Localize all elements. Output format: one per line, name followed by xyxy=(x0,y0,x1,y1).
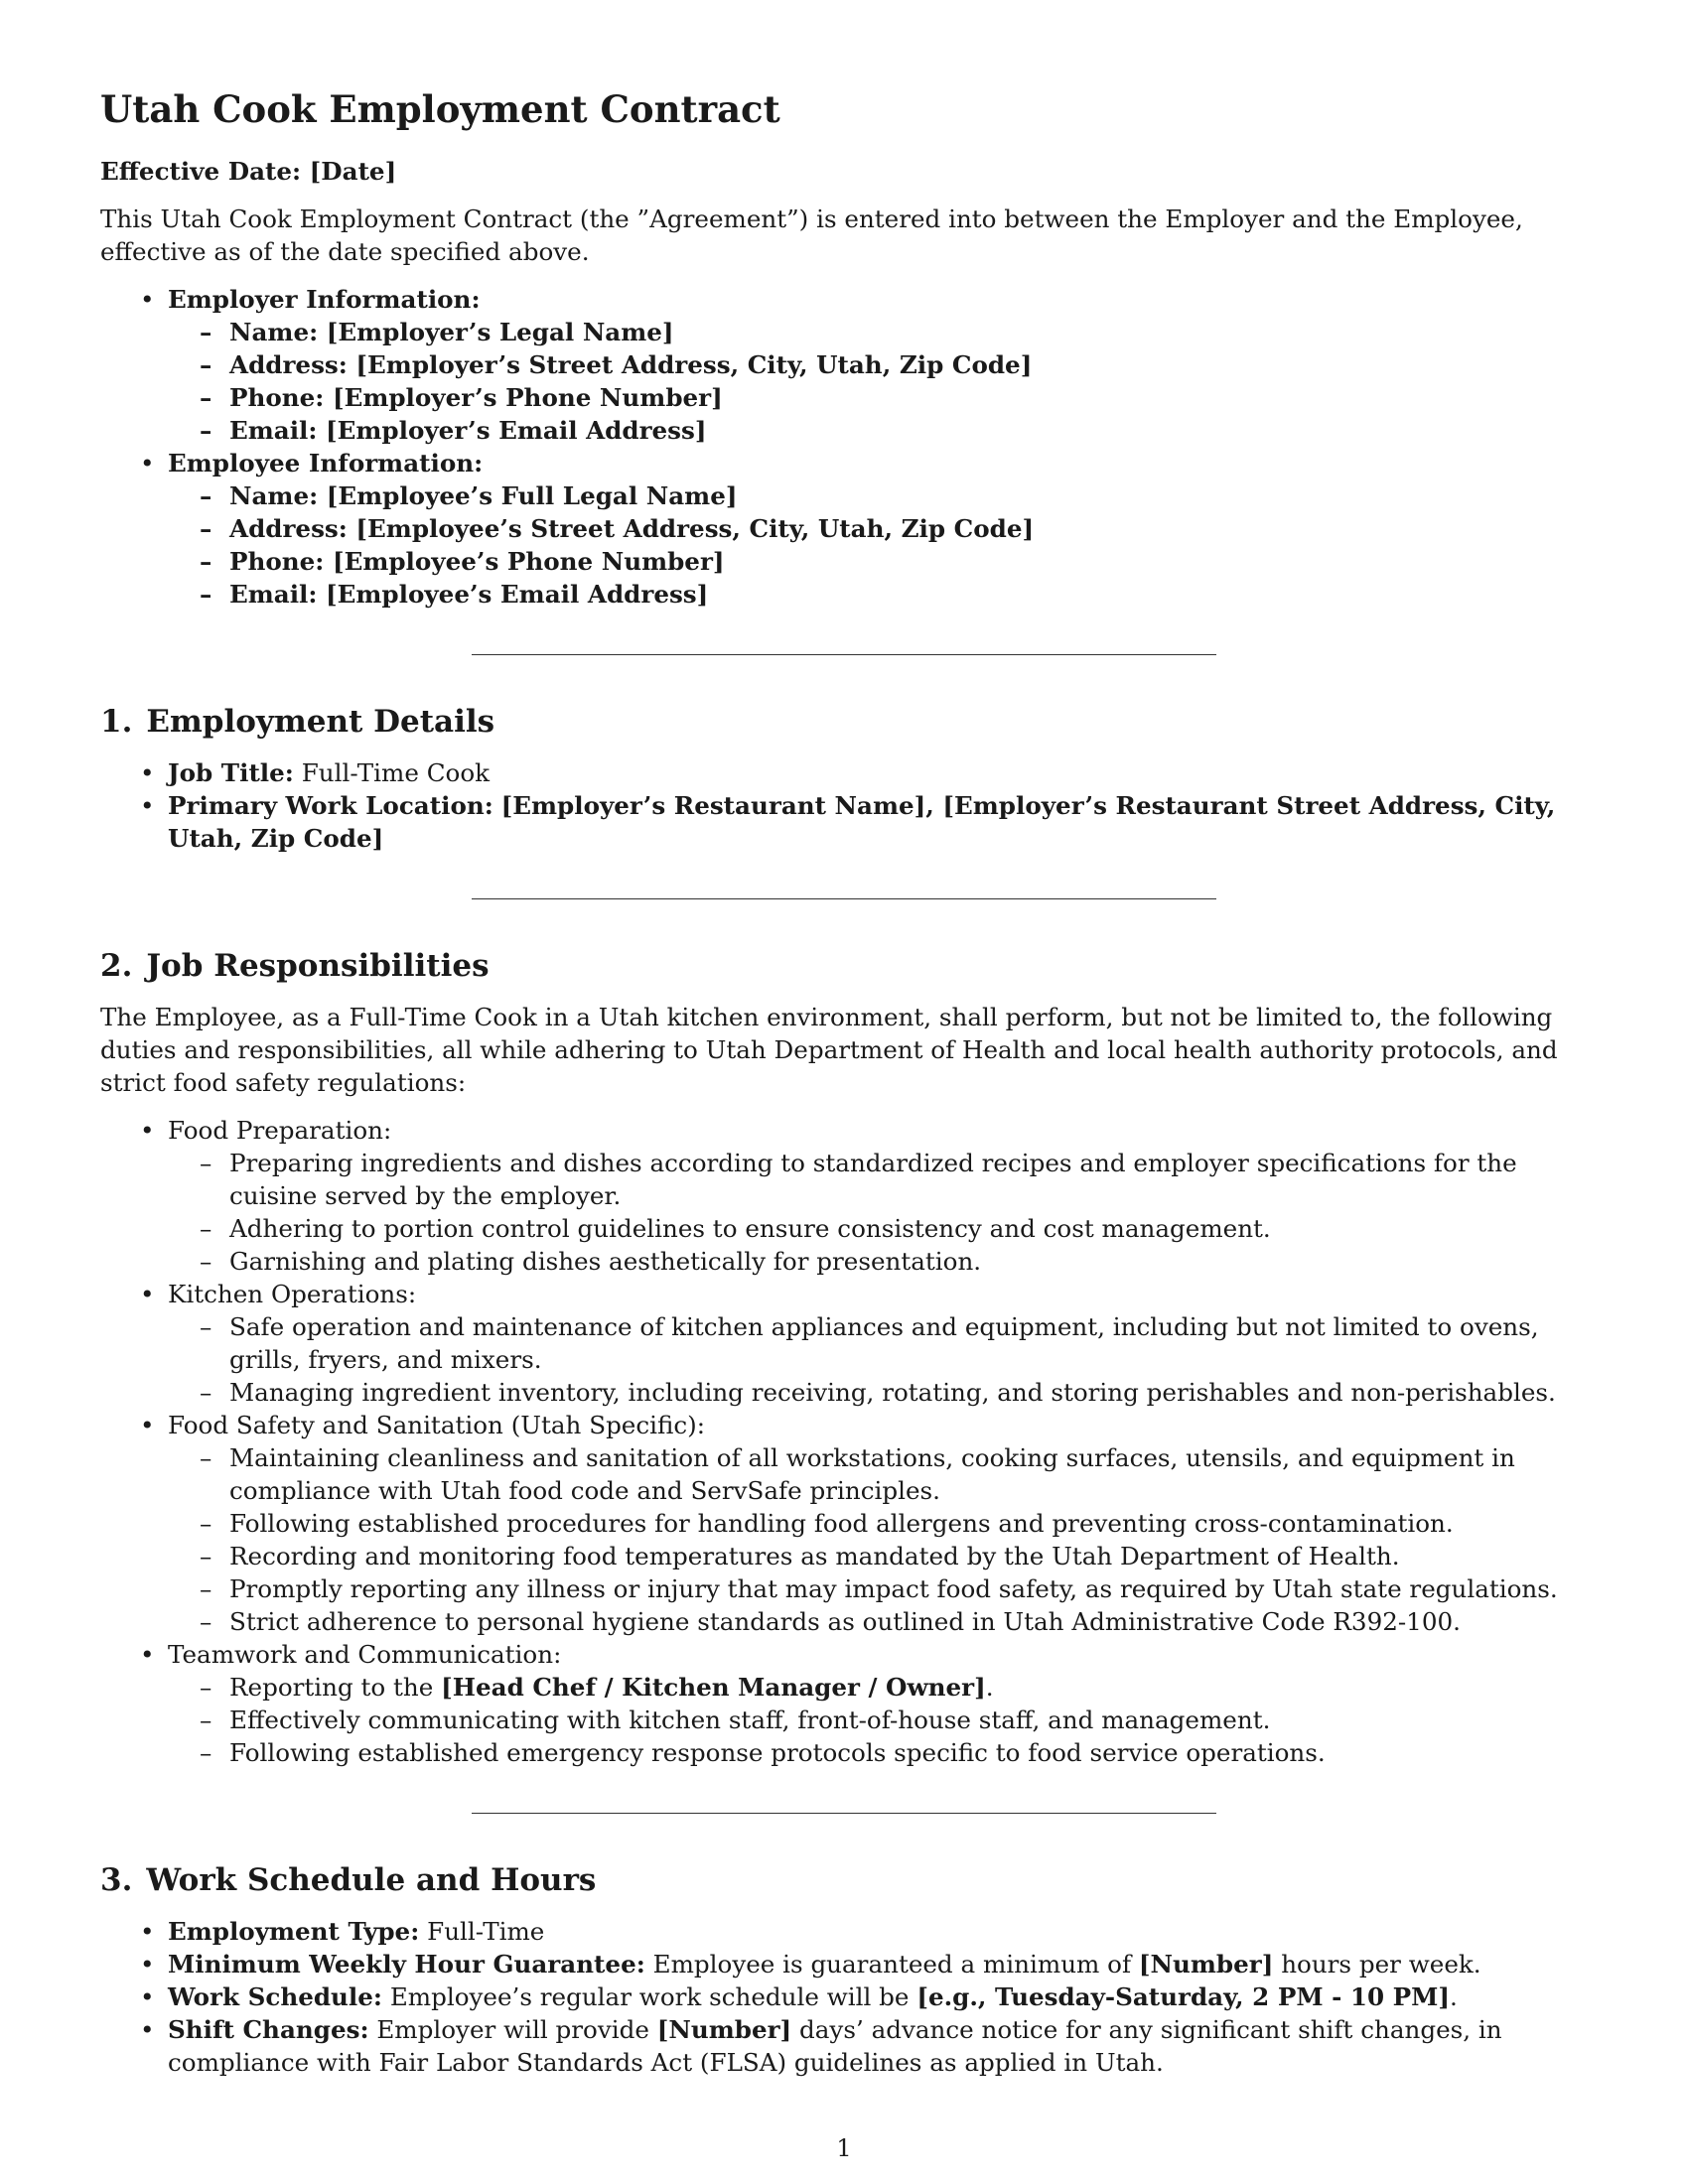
horizontal-rule xyxy=(472,654,1216,655)
list-item: – Garnishing and plating dishes aesthetically for presentation. xyxy=(229,1245,1588,1278)
food-safety: • Food Safety and Sanitation (Utah Specific): – Maintaining cleanliness and sanitation of all workstations, cooking surfaces, utensils, and equipment in compliance with Utah food code and ServSafe principles. – Following established procedures for handling food allergens and preventing cross-contamination. – Recording and monitoring food temperatures as mandated by the Utah Department of Health. – Promptly reporting any illness or injury that may impact food safety, as required by Utah state regulations. – Strict adherence to personal hygiene standards as outlined in Utah Administrative Code R392-100. xyxy=(168,1409,1588,1638)
horizontal-rule xyxy=(472,898,1216,899)
employer-email: – Email: [Employer’s Email Address] xyxy=(229,414,1588,447)
employee-info: • Employee Information: – Name: [Employee’s Full Legal Name] – Address: [Employee’s Street Address, City, Utah, Zip Code] – Phone: [Employee’s Phone Number] – Email: [Employee’s Email Address] xyxy=(168,447,1588,611)
intro-paragraph: This Utah Cook Employment Contract (the ”Agreement”) is entered into between the Employer and the Employee, effective as of the date specified above. xyxy=(100,205,1523,266)
list-item: – Preparing ingredients and dishes according to standardized recipes and employer specifications for the cuisine served by the employer. xyxy=(229,1147,1588,1212)
list-item: – Recording and monitoring food temperatures as mandated by the Utah Department of Health. xyxy=(229,1540,1588,1572)
employer-phone: – Phone: [Employer’s Phone Number] xyxy=(229,381,1588,414)
document-title: Utah Cook Employment Contract xyxy=(100,87,780,131)
employment-type-item: • Employment Type: Full-Time xyxy=(168,1915,1588,1948)
kitchen-operations: • Kitchen Operations: – Safe operation and maintenance of kitchen appliances and equipment, including but not limited to ovens, grills, fryers, and mixers. – Managing ingredient inventory, including receiving, rotating, and storing perishables and non-perishables. xyxy=(168,1278,1588,1409)
horizontal-rule xyxy=(472,1813,1216,1814)
list-item: – Promptly reporting any illness or injury that may impact food safety, as required by Utah state regulations. xyxy=(229,1572,1588,1605)
work-schedule-item: • Work Schedule: Employee’s regular work schedule will be [e.g., Tuesday-Saturday, 2 PM - 10 PM]. xyxy=(168,1980,1588,2013)
teamwork-communication: • Teamwork and Communication: – Reporting to the [Head Chef / Kitchen Manager / Owner]. – Effectively communicating with kitchen staff, front-of-house staff, and management. – Following established emergency response protocols specific to food service operations. xyxy=(168,1638,1588,1769)
list-item: – Following established emergency response protocols specific to food service operations. xyxy=(229,1736,1588,1769)
section-heading: 1. Employment Details xyxy=(100,704,495,740)
food-preparation: • Food Preparation: – Preparing ingredients and dishes according to standardized recipes and employer specifications for the cuisine served by the employer. – Adhering to portion control guidelines to ensure consistency and cost management. – Garnishing and plating dishes aesthetically for presentation. xyxy=(168,1114,1588,1278)
employee-name: – Name: [Employee’s Full Legal Name] xyxy=(229,479,1588,512)
list-item: – Strict adherence to personal hygiene standards as outlined in Utah Administrative Code R392-100. xyxy=(229,1605,1588,1638)
employer-address: – Address: [Employer’s Street Address, City, Utah, Zip Code] xyxy=(229,348,1588,381)
list-item: – Reporting to the [Head Chef / Kitchen Manager / Owner]. xyxy=(229,1671,1588,1704)
section-intro: The Employee, as a Full-Time Cook in a Utah kitchen environment, shall perform, but not be limited to, the following duties and responsibilities, all while adhering to Utah Department of Health and local health authority protocols, and strict food safety regulations: xyxy=(100,1003,1558,1097)
employee-address: – Address: [Employee’s Street Address, City, Utah, Zip Code] xyxy=(229,512,1588,545)
section-work-schedule xyxy=(100,1861,1588,2079)
list-item: – Adhering to portion control guidelines to ensure consistency and cost management. xyxy=(229,1212,1588,1245)
employer-info: • Employer Information: – Name: [Employer’s Legal Name] – Address: [Employer’s Street Address, City, Utah, Zip Code] – Phone: [Employer’s Phone Number] – Email: [Employer’s Email Address] xyxy=(168,283,1588,447)
employer-name: – Name: [Employer’s Legal Name] xyxy=(229,316,1588,348)
list-item: – Safe operation and maintenance of kitchen appliances and equipment, including but not limited to ovens, grills, fryers, and mixers. xyxy=(229,1310,1588,1376)
minimum-hours-item: • Minimum Weekly Hour Guarantee: Employee is guaranteed a minimum of [Number] hours per week. xyxy=(168,1948,1588,1980)
employee-phone: – Phone: [Employee’s Phone Number] xyxy=(229,545,1588,578)
list-item: – Maintaining cleanliness and sanitation of all workstations, cooking surfaces, utensils, and equipment in compliance with Utah food code and ServSafe principles. xyxy=(229,1441,1588,1507)
list-item: – Managing ingredient inventory, including receiving, rotating, and storing perishables and non-perishables. xyxy=(229,1376,1588,1409)
employee-email: – Email: [Employee’s Email Address] xyxy=(229,578,1588,611)
section-employment-details xyxy=(100,703,1588,855)
work-location-item: • Primary Work Location: [Employer’s Restaurant Name], [Employer’s Restaurant Street Address, City, Utah, Zip Code] xyxy=(168,789,1588,855)
job-title-item: • Job Title: Full-Time Cook xyxy=(168,756,1588,789)
list-item: – Effectively communicating with kitchen staff, front-of-house staff, and management. xyxy=(229,1704,1588,1736)
document-content xyxy=(100,87,1588,2079)
list-item: – Following established procedures for handling food allergens and preventing cross-contamination. xyxy=(229,1507,1588,1540)
section-job-responsibilities xyxy=(100,947,1588,1769)
shift-changes-item: • Shift Changes: Employer will provide [Number] days’ advance notice for any significant shift changes, in compliance with Fair Labor Standards Act (FLSA) guidelines as applied in Utah. xyxy=(168,2013,1588,2079)
page-number: 1 xyxy=(836,2134,852,2162)
section-heading: 2. Job Responsibilities xyxy=(100,948,490,984)
parties-list xyxy=(100,283,1588,611)
effective-date: Effective Date: [Date] xyxy=(100,157,397,186)
section-heading: 3. Work Schedule and Hours xyxy=(100,1862,597,1898)
